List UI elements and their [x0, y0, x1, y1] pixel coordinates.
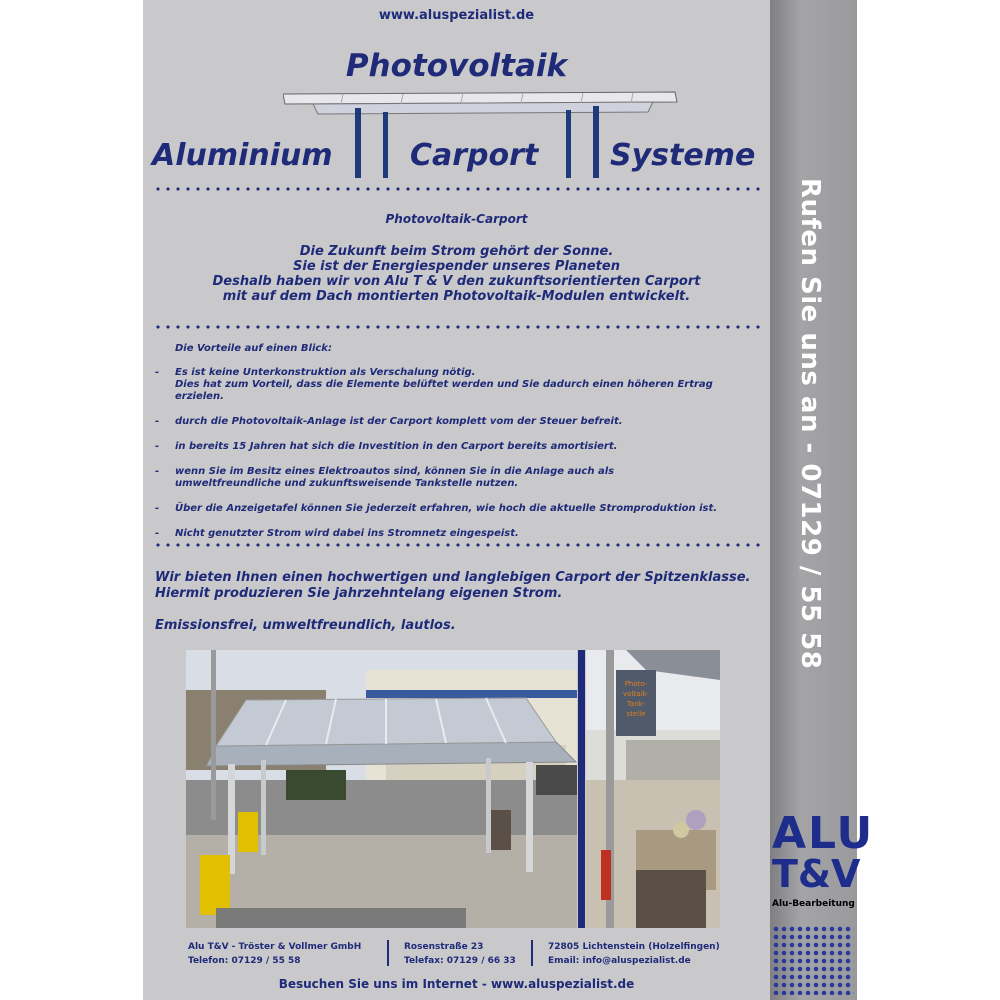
- list-item-text: in bereits 15 Jahren hat sich die Investition in den Carport bereits amortisiert.: [175, 441, 618, 452]
- dotted-divider: [153, 325, 763, 329]
- footer-line: Rosenstraße 23: [404, 942, 484, 952]
- footer-company: [188, 940, 361, 968]
- footer-separator: [387, 940, 389, 966]
- wordmark-carport: Carport: [410, 138, 539, 173]
- footer-address: [404, 940, 516, 968]
- intro-line: Die Zukunft beim Strom gehört der Sonne.: [299, 244, 614, 259]
- sign-text: stelle: [626, 710, 646, 718]
- footer-separator: [531, 940, 533, 966]
- offer-line: Emissionsfrei, umweltfreundlich, lautlos.: [155, 618, 456, 633]
- dotted-divider: [153, 543, 763, 547]
- list-item: [155, 528, 765, 540]
- logo-tv: T&V: [772, 852, 861, 896]
- advantages-list: [155, 343, 765, 553]
- bullet-dash: -: [155, 367, 160, 378]
- footer-contact: [548, 940, 720, 968]
- list-item-text: Es ist keine Unterkonstruktion als Verschalung nötig.: [175, 367, 476, 378]
- bullet-dash: -: [155, 503, 160, 514]
- tankstelle-photo: [586, 650, 720, 928]
- intro-text: [143, 244, 770, 304]
- list-item: [155, 367, 765, 403]
- offer-line: Hiermit produzieren Sie jahrzehntelang eigenen Strom.: [155, 586, 563, 601]
- offer-text: [155, 570, 765, 634]
- logo-subtitle: Alu-Bearbeitung: [772, 899, 855, 909]
- list-item: [155, 503, 765, 515]
- header-url[interactable]: www.aluspezialist.de: [378, 8, 535, 23]
- footer-line: 72805 Lichtenstein (Holzelfingen): [548, 942, 720, 952]
- wordmark-systeme: Systeme: [610, 138, 756, 173]
- dotted-divider: [153, 187, 763, 191]
- bullet-dash: -: [155, 528, 160, 539]
- photo-divider: [578, 650, 585, 928]
- list-item-text: Über die Anzeigetafel können Sie jederzeit erfahren, wie hoch die aktuelle Stromproduktion ist.: [175, 503, 718, 514]
- bullet-dash: -: [155, 416, 160, 427]
- sign-text: voltaik-: [623, 690, 649, 698]
- wordmark-aluminium: Aluminium: [152, 138, 333, 173]
- bullet-dash: -: [155, 466, 160, 477]
- list-item-text: wenn Sie im Besitz eines Elektroautos sind, können Sie in die Anlage auch als: [175, 466, 615, 477]
- list-item-text: durch die Photovoltaik-Anlage ist der Carport komplett vom der Steuer befreit.: [175, 416, 623, 427]
- list-item: [155, 441, 765, 453]
- logo-alu: ALU: [772, 808, 875, 859]
- list-item: [155, 416, 765, 428]
- intro-line: mit auf dem Dach montierten Photovoltaik-Modulen entwickelt.: [222, 289, 691, 304]
- footer-line: Telefon: 07129 / 55 58: [188, 956, 301, 966]
- intro-subtitle: Photovoltaik-Carport: [385, 212, 528, 226]
- footer-line: Alu T&V - Tröster & Vollmer GmbH: [188, 942, 362, 952]
- list-item: [155, 466, 765, 490]
- footer-line: Telefax: 07129 / 66 33: [404, 956, 516, 966]
- call-us-text: Rufen Sie uns an - 07129 / 55 58: [795, 178, 825, 670]
- page-title: Photovoltaik: [345, 48, 568, 84]
- intro-line: Deshalb haben wir von Alu T & V den zukunftsorientierten Carport: [212, 274, 701, 289]
- sign-text: Photo-: [624, 680, 648, 688]
- list-item-text: umweltfreundliche und zukunftsweisende Tankstelle nutzen.: [175, 478, 519, 489]
- list-item-text: Dies hat zum Vorteil, dass die Elemente belüftet werden und Sie dadurch einen höheren Ertrag erzielen.: [175, 379, 713, 402]
- logo-dot-pattern: [772, 925, 854, 995]
- intro-line: Sie ist der Energiespender unseres Planeten: [293, 259, 620, 274]
- footer-visit-link[interactable]: Besuchen Sie uns im Internet - www.aluspezialist.de: [278, 977, 635, 991]
- sign-text: Tank-: [626, 700, 646, 708]
- offer-line: Wir bieten Ihnen einen hochwertigen und langlebigen Carport der Spitzenklasse.: [155, 570, 751, 585]
- list-item-text: Nicht genutzter Strom wird dabei ins Stromnetz eingespeist.: [175, 528, 519, 539]
- bullet-dash: -: [155, 441, 160, 452]
- footer-email[interactable]: Email: info@aluspezialist.de: [548, 956, 691, 966]
- carport-photo: [186, 650, 577, 928]
- advantages-heading: Die Vorteile auf einen Blick:: [175, 343, 332, 354]
